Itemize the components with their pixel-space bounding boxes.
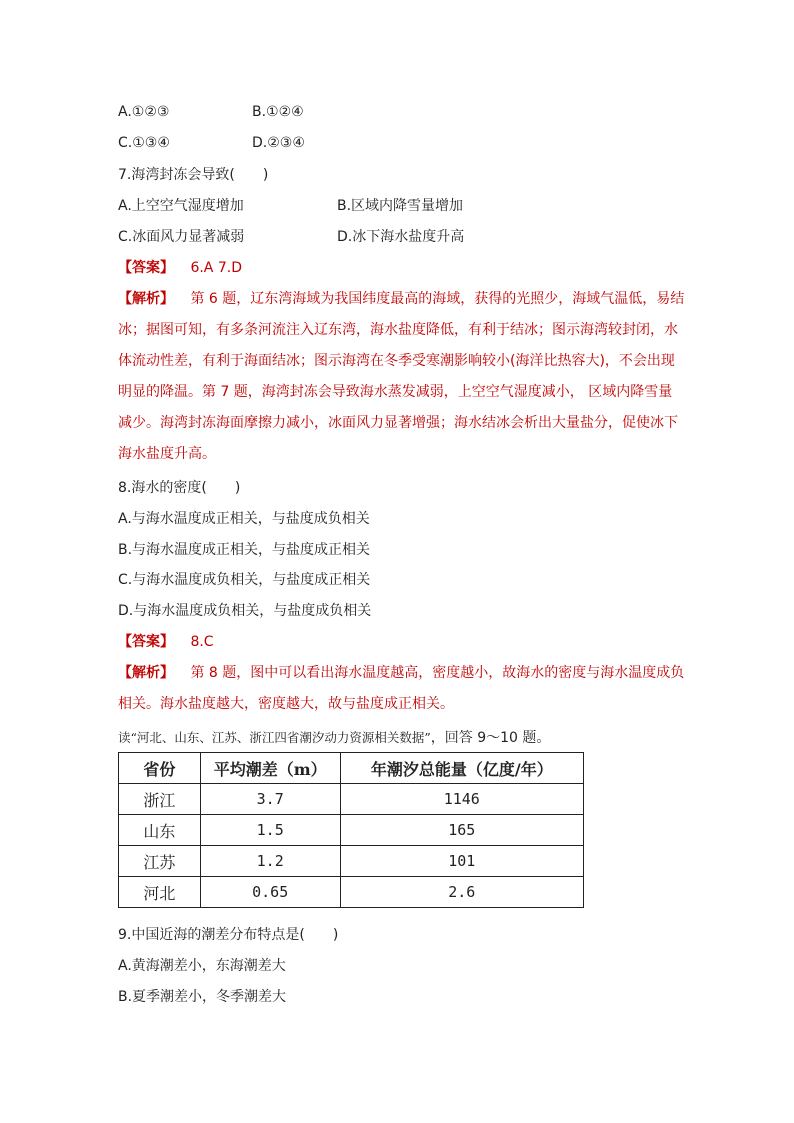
table-intro-tail: ，回答 9～10 题。: [430, 730, 551, 746]
q6-option-d: D.②③④: [252, 135, 305, 151]
analysis-text: 第 8 题，图中可以看出海水温度越高，密度越小，故海水的密度与海水温度成负: [190, 665, 685, 681]
table-intro: [118, 729, 550, 747]
q8-option-d: D.与海水温度成负相关，与盐度成负相关: [118, 603, 372, 619]
table-row: [119, 815, 584, 846]
q6-option-c: C.①③④: [118, 135, 170, 151]
table-cell-province: 江苏: [119, 846, 201, 877]
q6-option-a: A.①②③: [118, 104, 170, 120]
analysis-1-line-6: 海水盐度升高。: [118, 446, 216, 462]
analysis-1-line-1: [118, 289, 684, 309]
answer-block-1: [118, 258, 242, 278]
table-cell-tidal-range: 0.65: [200, 877, 340, 908]
analysis-1-line-3: 体流动性差，有利于海面结冰；图示海湾在冬季受寒潮影响较小(海洋比热容大)，不会出现: [118, 353, 675, 369]
answer-tag: 【答案】: [118, 260, 174, 276]
table-row: [119, 784, 584, 815]
table-cell-province: 山东: [119, 815, 201, 846]
table-cell-province: 河北: [119, 877, 201, 908]
table-cell-tidal-energy: 101: [340, 846, 583, 877]
analysis-1-line-2: 冰；据图可知，有多条河流注入辽东湾，海水盐度降低，有利于结冰；图示海湾较封闭，水: [118, 322, 678, 338]
tidal-data-table: [118, 752, 584, 908]
analysis-1-line-4: 明显的降温。第 7 题，海湾封冻会导致海水蒸发减弱，上空空气湿度减小， 区域内降雪量: [118, 384, 673, 400]
analysis-text: 第 6 题，辽东湾海域为我国纬度最高的海域，获得的光照少，海域气温低，易结: [190, 291, 685, 307]
q7-option-a: A.上空空气湿度增加: [118, 198, 244, 214]
table-intro-quoted: 读“河北、山东、江苏、浙江四省潮汐动力资源相关数据”: [118, 730, 431, 745]
table-row: [119, 877, 584, 908]
q9-option-b: B.夏季潮差小，冬季潮差大: [118, 989, 287, 1005]
answer-block-2: [118, 632, 214, 652]
analysis-2-line-2: 相关。海水盐度越大，密度越大，故与盐度成正相关。: [118, 696, 454, 712]
table-row: [119, 846, 584, 877]
q9-option-a: A.黄海潮差小，东海潮差大: [118, 958, 286, 974]
table-header-province: 省份: [119, 753, 201, 784]
q6-option-b: B.①②④: [252, 104, 304, 120]
table-cell-tidal-energy: 1146: [340, 784, 583, 815]
table-cell-tidal-energy: 2.6: [340, 877, 583, 908]
table-header-tidal-energy: 年潮汐总能量（亿度/年）: [340, 753, 583, 784]
q8-option-a: A.与海水温度成正相关，与盐度成负相关: [118, 511, 370, 527]
q7-option-c: C.冰面风力显著减弱: [118, 229, 245, 245]
q8-option-c: C.与海水温度成负相关，与盐度成正相关: [118, 572, 371, 588]
answer-text: 8.C: [190, 634, 214, 650]
q8-option-b: B.与海水温度成正相关，与盐度成正相关: [118, 542, 371, 558]
table-header-tidal-range: 平均潮差（m）: [200, 753, 340, 784]
analysis-2-line-1: [118, 663, 684, 683]
q9-stem: 9.中国近海的潮差分布特点是( ): [118, 927, 339, 943]
table-cell-tidal-range: 1.5: [200, 815, 340, 846]
table-cell-province: 浙江: [119, 784, 201, 815]
q7-option-d: D.冰下海水盐度升高: [337, 229, 465, 245]
table-cell-tidal-range: 3.7: [200, 784, 340, 815]
analysis-tag: 【解析】: [118, 291, 174, 307]
answer-tag: 【答案】: [118, 634, 174, 650]
q7-option-b: B.区域内降雪量增加: [337, 198, 464, 214]
q8-stem: 8.海水的密度( ): [118, 480, 241, 496]
table-cell-tidal-energy: 165: [340, 815, 583, 846]
analysis-tag: 【解析】: [118, 665, 174, 681]
table-cell-tidal-range: 1.2: [200, 846, 340, 877]
q7-stem: 7.海湾封冻会导致( ): [118, 167, 269, 183]
analysis-1-line-5: 减少。海湾封冻海面摩擦力减小，冰面风力显著增强；海水结冰会析出大量盐分，促使冰下: [118, 415, 678, 431]
answer-text: 6.A 7.D: [190, 260, 242, 276]
table-header-row: [119, 753, 584, 784]
